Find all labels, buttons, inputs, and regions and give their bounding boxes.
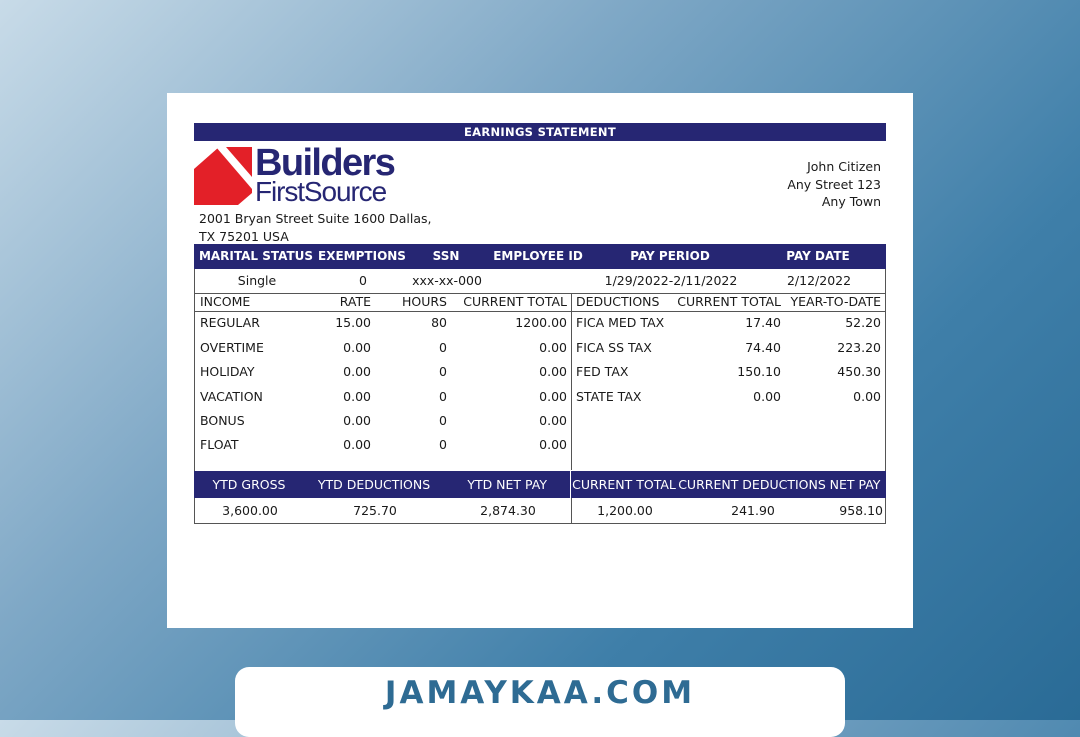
summary-current-total: 1,200.00 bbox=[597, 503, 653, 518]
deduction-current: 74.40 bbox=[745, 340, 781, 355]
site-name: JAMAYKAA.COM bbox=[384, 675, 696, 711]
summary-current-deductions: 241.90 bbox=[731, 503, 775, 518]
header-employee-id: EMPLOYEE ID bbox=[493, 249, 583, 263]
summary-divider bbox=[570, 471, 571, 498]
header-pay-date: PAY DATE bbox=[786, 249, 850, 263]
company-address bbox=[199, 210, 431, 246]
header-exemptions: EXEMPTIONS bbox=[318, 249, 406, 263]
value-employee-id bbox=[487, 269, 591, 293]
income-hours: 0 bbox=[439, 389, 447, 404]
summary-ytd-deductions: 725.70 bbox=[353, 503, 397, 518]
earnings-deductions-table bbox=[194, 294, 886, 472]
income-hours: 0 bbox=[439, 437, 447, 452]
income-rate: 0.00 bbox=[343, 364, 371, 379]
income-name: HOLIDAY bbox=[200, 364, 255, 379]
income-header-name: INCOME bbox=[200, 294, 251, 309]
summary-ytd-gross: 3,600.00 bbox=[222, 503, 278, 518]
info-header-bar bbox=[194, 244, 886, 269]
income-total: 0.00 bbox=[539, 413, 567, 428]
income-rate: 15.00 bbox=[335, 315, 371, 330]
deduction-ytd: 450.30 bbox=[837, 364, 881, 379]
income-rate: 0.00 bbox=[343, 340, 371, 355]
value-exemptions: 0 bbox=[359, 273, 367, 288]
summary-values-divider bbox=[571, 498, 572, 523]
logo-text-builders: Builders bbox=[255, 142, 395, 184]
company-address-line1: 2001 Bryan Street Suite 1600 Dallas, bbox=[199, 211, 432, 226]
income-header-rate: RATE bbox=[339, 294, 371, 309]
header-divider bbox=[195, 311, 885, 312]
summary-header-current-total: CURRENT TOTAL bbox=[572, 477, 676, 492]
deduction-name: STATE TAX bbox=[576, 389, 642, 404]
summary-header-bar bbox=[194, 471, 886, 498]
deduction-current: 0.00 bbox=[753, 389, 781, 404]
employee-town: Any Town bbox=[821, 194, 881, 209]
statement-title: EARNINGS STATEMENT bbox=[194, 123, 886, 141]
header-marital-status: MARITAL STATUS bbox=[198, 249, 314, 263]
income-header-hours: HOURS bbox=[401, 294, 447, 309]
income-header-current-total: CURRENT TOTAL bbox=[463, 294, 567, 309]
income-name: BONUS bbox=[200, 413, 245, 428]
summary-header-ytd-net-pay bbox=[444, 471, 570, 498]
deduction-header-current-total: CURRENT TOTAL bbox=[677, 294, 781, 309]
company-logo bbox=[194, 142, 399, 207]
value-pay-date: 2/12/2022 bbox=[786, 273, 852, 288]
summary-header-current-deductions: CURRENT DEDUCTIONS bbox=[678, 477, 826, 492]
employee-address bbox=[787, 158, 881, 211]
header-ssn: SSN bbox=[432, 249, 460, 263]
company-address-line2: TX 75201 USA bbox=[199, 229, 289, 244]
income-name: OVERTIME bbox=[200, 340, 264, 355]
deduction-header-ytd: YEAR-TO-DATE bbox=[790, 294, 881, 309]
income-total: 0.00 bbox=[539, 364, 567, 379]
deduction-ytd: 52.20 bbox=[845, 315, 881, 330]
summary-header-ytd-gross: YTD GROSS bbox=[212, 477, 286, 492]
deduction-current: 150.10 bbox=[737, 364, 781, 379]
earnings-statement bbox=[194, 123, 886, 524]
income-rate: 0.00 bbox=[343, 437, 371, 452]
income-rate: 0.00 bbox=[343, 389, 371, 404]
income-hours: 0 bbox=[439, 413, 447, 428]
deduction-header-name: DEDUCTIONS bbox=[576, 294, 660, 309]
income-rate: 0.00 bbox=[343, 413, 371, 428]
deduction-name: FED TAX bbox=[576, 364, 629, 379]
summary-header-net-pay: NET PAY bbox=[829, 477, 881, 492]
deduction-ytd: 223.20 bbox=[837, 340, 881, 355]
summary-values-row bbox=[194, 498, 886, 524]
value-marital-status: Single bbox=[237, 273, 277, 288]
table-divider bbox=[571, 294, 572, 470]
income-total: 0.00 bbox=[539, 340, 567, 355]
summary-header-ytd-deductions: YTD DEDUCTIONS bbox=[317, 477, 431, 492]
header-pay-period: PAY PERIOD bbox=[630, 249, 710, 263]
income-hours: 0 bbox=[439, 364, 447, 379]
logo-mark-icon bbox=[194, 147, 252, 205]
income-name: FLOAT bbox=[200, 437, 239, 452]
statement-paper bbox=[167, 93, 913, 628]
summary-ytd-net-pay: 2,874.30 bbox=[480, 503, 536, 518]
deduction-current: 17.40 bbox=[745, 315, 781, 330]
deduction-name: FICA SS TAX bbox=[576, 340, 652, 355]
deduction-name: FICA MED TAX bbox=[576, 315, 665, 330]
income-hours: 0 bbox=[439, 340, 447, 355]
deduction-ytd: 0.00 bbox=[853, 389, 881, 404]
income-total: 0.00 bbox=[539, 437, 567, 452]
income-name: VACATION bbox=[200, 389, 263, 404]
value-ssn: xxx-xx-000 bbox=[412, 273, 482, 288]
summary-net-pay: 958.10 bbox=[839, 503, 883, 518]
employee-name: John Citizen bbox=[807, 159, 881, 174]
income-total: 1200.00 bbox=[515, 315, 567, 330]
employee-street: Any Street 123 bbox=[787, 176, 881, 192]
summary-header-ytd-net-pay-text: YTD NET PAY bbox=[467, 477, 547, 492]
info-values-row bbox=[194, 269, 886, 294]
watermark-card bbox=[235, 667, 845, 737]
income-total: 0.00 bbox=[539, 389, 567, 404]
income-name: REGULAR bbox=[200, 315, 260, 330]
logo-text-firstsource: FirstSource bbox=[255, 176, 387, 207]
value-pay-period: 1/29/2022-2/11/2022 bbox=[604, 273, 738, 288]
income-hours: 80 bbox=[431, 315, 447, 330]
